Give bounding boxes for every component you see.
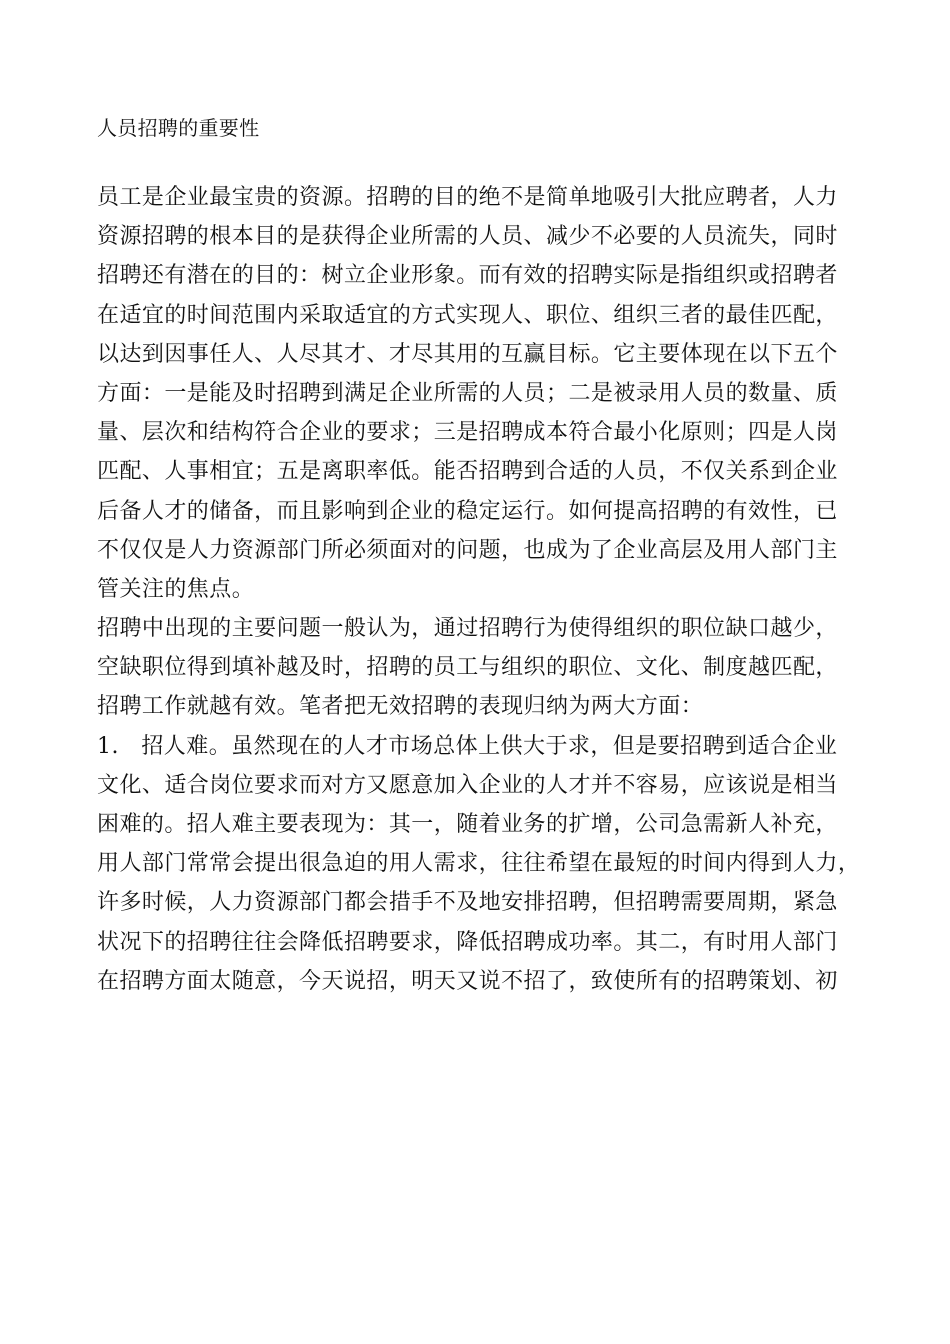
- document-body: [97, 178, 861, 1001]
- text-line: 管关注的焦点。: [97, 576, 255, 602]
- text-line: 以达到因事任人、人尽其才、才尽其用的互赢目标。它主要体现在以下五个: [97, 341, 838, 367]
- text-line: 困难的。招人难主要表现为：其一，随着业务的扩增，公司急需新人补充，: [97, 812, 838, 837]
- text-line: 方面：一是能及时招聘到满足企业所需的人员；二是被录用人员的数量、质: [97, 380, 838, 406]
- text-line: 不仅仅是人力资源部门所必须面对的问题，也成为了企业高层及用人部门主: [97, 537, 838, 563]
- text-line: 空缺职位得到填补越及时，招聘的员工与组织的职位、文化、制度越匹配，: [97, 655, 838, 681]
- text-line: 文化、适合岗位要求而对方又愿意加入企业的人才并不容易，应该说是相当: [97, 772, 838, 798]
- text-line: 招聘工作就越有效。笔者把无效招聘的表现归纳为两大方面：: [97, 694, 704, 720]
- text-line: 招聘中出现的主要问题一般认为，通过招聘行为使得组织的职位缺口越少，: [97, 616, 838, 642]
- text-line: 资源招聘的根本目的是获得企业所需的人员、减少不必要的人员流失，同时: [97, 224, 838, 250]
- text-line: 招聘还有潜在的目的：树立企业形象。而有效的招聘实际是指组织或招聘者: [97, 263, 838, 289]
- text-line: 匹配、人事相宜；五是离职率低。能否招聘到合适的人员，不仅关系到企业: [97, 459, 838, 485]
- text-line: 后备人才的储备，而且影响到企业的稳定运行。如何提高招聘的有效性，已: [97, 498, 838, 524]
- text-line: 在适宜的时间范围内采取适宜的方式实现人、职位、组织三者的最佳匹配，: [97, 302, 838, 328]
- document-title: 人员招聘的重要性: [97, 116, 260, 140]
- text-line: 在招聘方面太随意，今天说招，明天又说不招了，致使所有的招聘策划、初: [97, 968, 838, 994]
- text-line: 用人部门常常会提出很急迫的用人需求，往往希望在最短的时间内得到人力，: [97, 851, 861, 877]
- text-line: 1. 招人难。虽然现在的人才市场总体上供大于求，但是要招聘到适合企业: [97, 733, 838, 759]
- text-line: 许多时候，人力资源部门都会措手不及地安排招聘，但招聘需要周期，紧急: [97, 890, 838, 916]
- text-line: 量、层次和结构符合企业的要求；三是招聘成本符合最小化原则；四是人岗: [97, 420, 838, 446]
- text-line: 状况下的招聘往往会降低招聘要求，降低招聘成功率。其二，有时用人部门: [97, 929, 838, 955]
- text-line: 员工是企业最宝贵的资源。招聘的目的绝不是简单地吸引大批应聘者，人力: [97, 185, 838, 210]
